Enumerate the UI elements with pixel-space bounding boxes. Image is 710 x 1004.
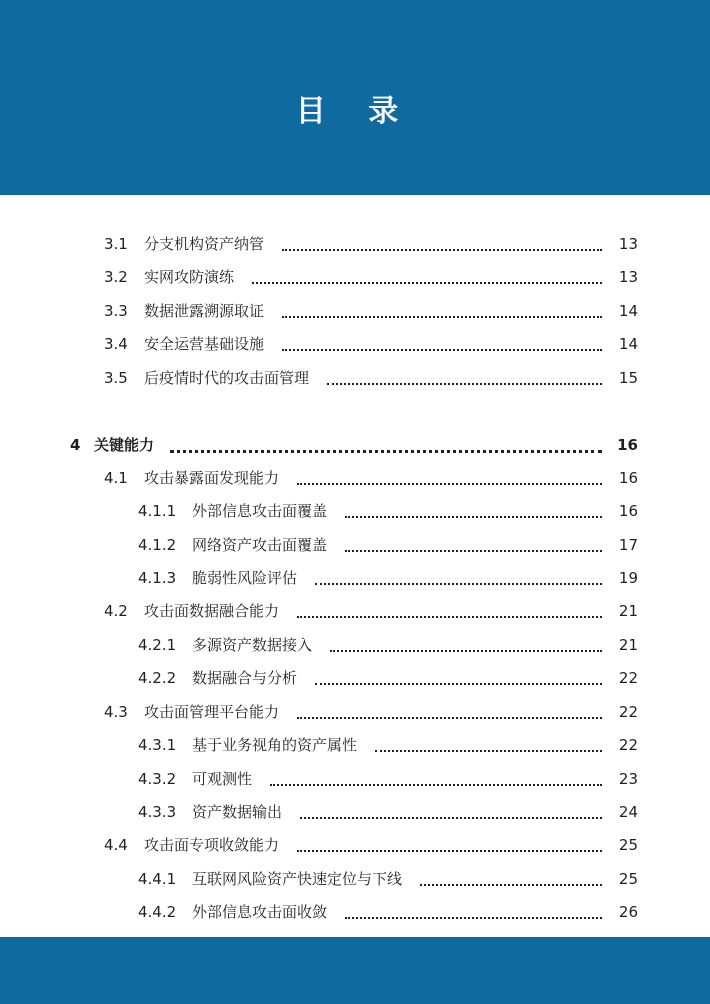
toc-entry-page: 22 <box>618 703 638 721</box>
toc-entry-number: 4.4.1 <box>138 870 177 888</box>
toc-entry[interactable] <box>0 432 710 458</box>
toc-entry-page: 26 <box>618 903 638 921</box>
dot-leader <box>282 314 602 318</box>
toc-entry-title: 实网攻防演练 <box>144 268 235 286</box>
toc-entry[interactable] <box>0 498 710 524</box>
toc-entry-number: 3.1 <box>104 235 128 253</box>
toc-entry-number: 4.3.2 <box>138 770 177 788</box>
toc-entry-page: 13 <box>618 268 638 286</box>
toc-entry-page: 25 <box>618 870 638 888</box>
toc-entry-number: 4.1.3 <box>138 569 177 587</box>
toc-entry-number: 3.5 <box>104 369 128 387</box>
toc-entry-number: 4.2 <box>104 602 128 620</box>
dot-leader <box>282 347 602 351</box>
toc-entry[interactable] <box>0 832 710 858</box>
toc-entry-page: 23 <box>618 770 638 788</box>
toc-entry-page: 17 <box>618 536 638 554</box>
dot-leader <box>282 247 602 251</box>
toc-entry[interactable] <box>0 632 710 658</box>
dot-leader <box>345 514 602 518</box>
toc-entry-page: 14 <box>618 335 638 353</box>
toc-entry-page: 15 <box>618 369 638 387</box>
toc-entry[interactable] <box>0 231 710 257</box>
toc-entry-title: 后疫情时代的攻击面管理 <box>144 369 310 387</box>
toc-entry[interactable] <box>0 465 710 491</box>
page-title: 目 录 <box>295 94 415 129</box>
dot-leader <box>300 815 602 819</box>
toc-entry-number: 4.1.1 <box>138 502 177 520</box>
toc-entry-title: 安全运营基础设施 <box>144 335 265 353</box>
toc-entry[interactable] <box>0 732 710 758</box>
dot-leader <box>170 448 602 453</box>
toc-entry-title: 攻击面管理平台能力 <box>144 703 280 721</box>
toc-entry-page: 19 <box>618 569 638 587</box>
toc-entry-page: 21 <box>618 636 638 654</box>
dot-leader <box>297 481 602 485</box>
toc-entry-number: 4.4.2 <box>138 903 177 921</box>
toc-entry-number: 4.3 <box>104 703 128 721</box>
toc-entry-number: 4 <box>70 436 81 454</box>
toc-entry-page: 21 <box>618 602 638 620</box>
toc-entry-page: 24 <box>618 803 638 821</box>
toc-entry-number: 4.1 <box>104 469 128 487</box>
dot-leader <box>345 915 602 919</box>
toc-entry-title: 网络资产攻击面覆盖 <box>192 536 328 554</box>
toc-entry-number: 3.3 <box>104 302 128 320</box>
toc-entry[interactable] <box>0 665 710 691</box>
dot-leader <box>345 548 602 552</box>
toc-entry-number: 4.3.1 <box>138 736 177 754</box>
toc-entry[interactable] <box>0 899 710 925</box>
toc-entry-page: 13 <box>618 235 638 253</box>
dot-leader <box>297 614 602 618</box>
toc-entry-title: 数据泄露溯源取证 <box>144 302 265 320</box>
dot-leader <box>270 782 602 786</box>
dot-leader <box>327 381 602 385</box>
toc-entry[interactable] <box>0 766 710 792</box>
toc-entry-number: 4.2.2 <box>138 669 177 687</box>
toc-entry-page: 16 <box>617 436 638 454</box>
toc-entry[interactable] <box>0 866 710 892</box>
toc-entry-title: 外部信息攻击面收敛 <box>192 903 328 921</box>
footer-band <box>0 937 710 1004</box>
toc-entry-number: 3.4 <box>104 335 128 353</box>
toc-entry-number: 3.2 <box>104 268 128 286</box>
toc-entry[interactable] <box>0 298 710 324</box>
toc-entry-page: 16 <box>618 469 638 487</box>
toc-entry-number: 4.3.3 <box>138 803 177 821</box>
toc-entry[interactable] <box>0 799 710 825</box>
toc-entry-page: 25 <box>618 836 638 854</box>
toc-entry[interactable] <box>0 699 710 725</box>
dot-leader <box>375 748 602 752</box>
toc-entry-page: 22 <box>618 669 638 687</box>
toc-entry-title: 多源资产数据接入 <box>192 636 313 654</box>
dot-leader <box>252 280 602 284</box>
toc-entry[interactable] <box>0 365 710 391</box>
toc-entry-title: 攻击面数据融合能力 <box>144 602 280 620</box>
toc-entry[interactable] <box>0 565 710 591</box>
toc-entry[interactable] <box>0 264 710 290</box>
toc-entry-title: 分支机构资产纳管 <box>144 235 265 253</box>
dot-leader <box>297 848 602 852</box>
toc-entry-page: 14 <box>618 302 638 320</box>
toc-entry-title: 互联网风险资产快速定位与下线 <box>192 870 403 888</box>
toc-entry-title: 外部信息攻击面覆盖 <box>192 502 328 520</box>
toc-entry-number: 4.1.2 <box>138 536 177 554</box>
toc-entry-number: 4.2.1 <box>138 636 177 654</box>
dot-leader <box>420 882 602 886</box>
header-band <box>0 0 710 195</box>
toc-entry[interactable] <box>0 532 710 558</box>
toc-entry[interactable] <box>0 598 710 624</box>
dot-leader <box>315 581 602 585</box>
dot-leader <box>297 715 602 719</box>
toc-entry-page: 22 <box>618 736 638 754</box>
toc-entry-title: 脆弱性风险评估 <box>192 569 298 587</box>
toc-entry-title: 资产数据输出 <box>192 803 283 821</box>
toc-entry-title: 关键能力 <box>94 436 155 454</box>
toc-entry-title: 数据融合与分析 <box>192 669 298 687</box>
toc-entry-number: 4.4 <box>104 836 128 854</box>
dot-leader <box>315 681 602 685</box>
dot-leader <box>330 648 602 652</box>
toc-entry[interactable] <box>0 331 710 357</box>
toc-entry-title: 可观测性 <box>192 770 253 788</box>
toc-entry-title: 攻击面专项收敛能力 <box>144 836 280 854</box>
toc-entry-page: 16 <box>618 502 638 520</box>
toc-entry-title: 攻击暴露面发现能力 <box>144 469 280 487</box>
toc-entry-title: 基于业务视角的资产属性 <box>192 736 358 754</box>
